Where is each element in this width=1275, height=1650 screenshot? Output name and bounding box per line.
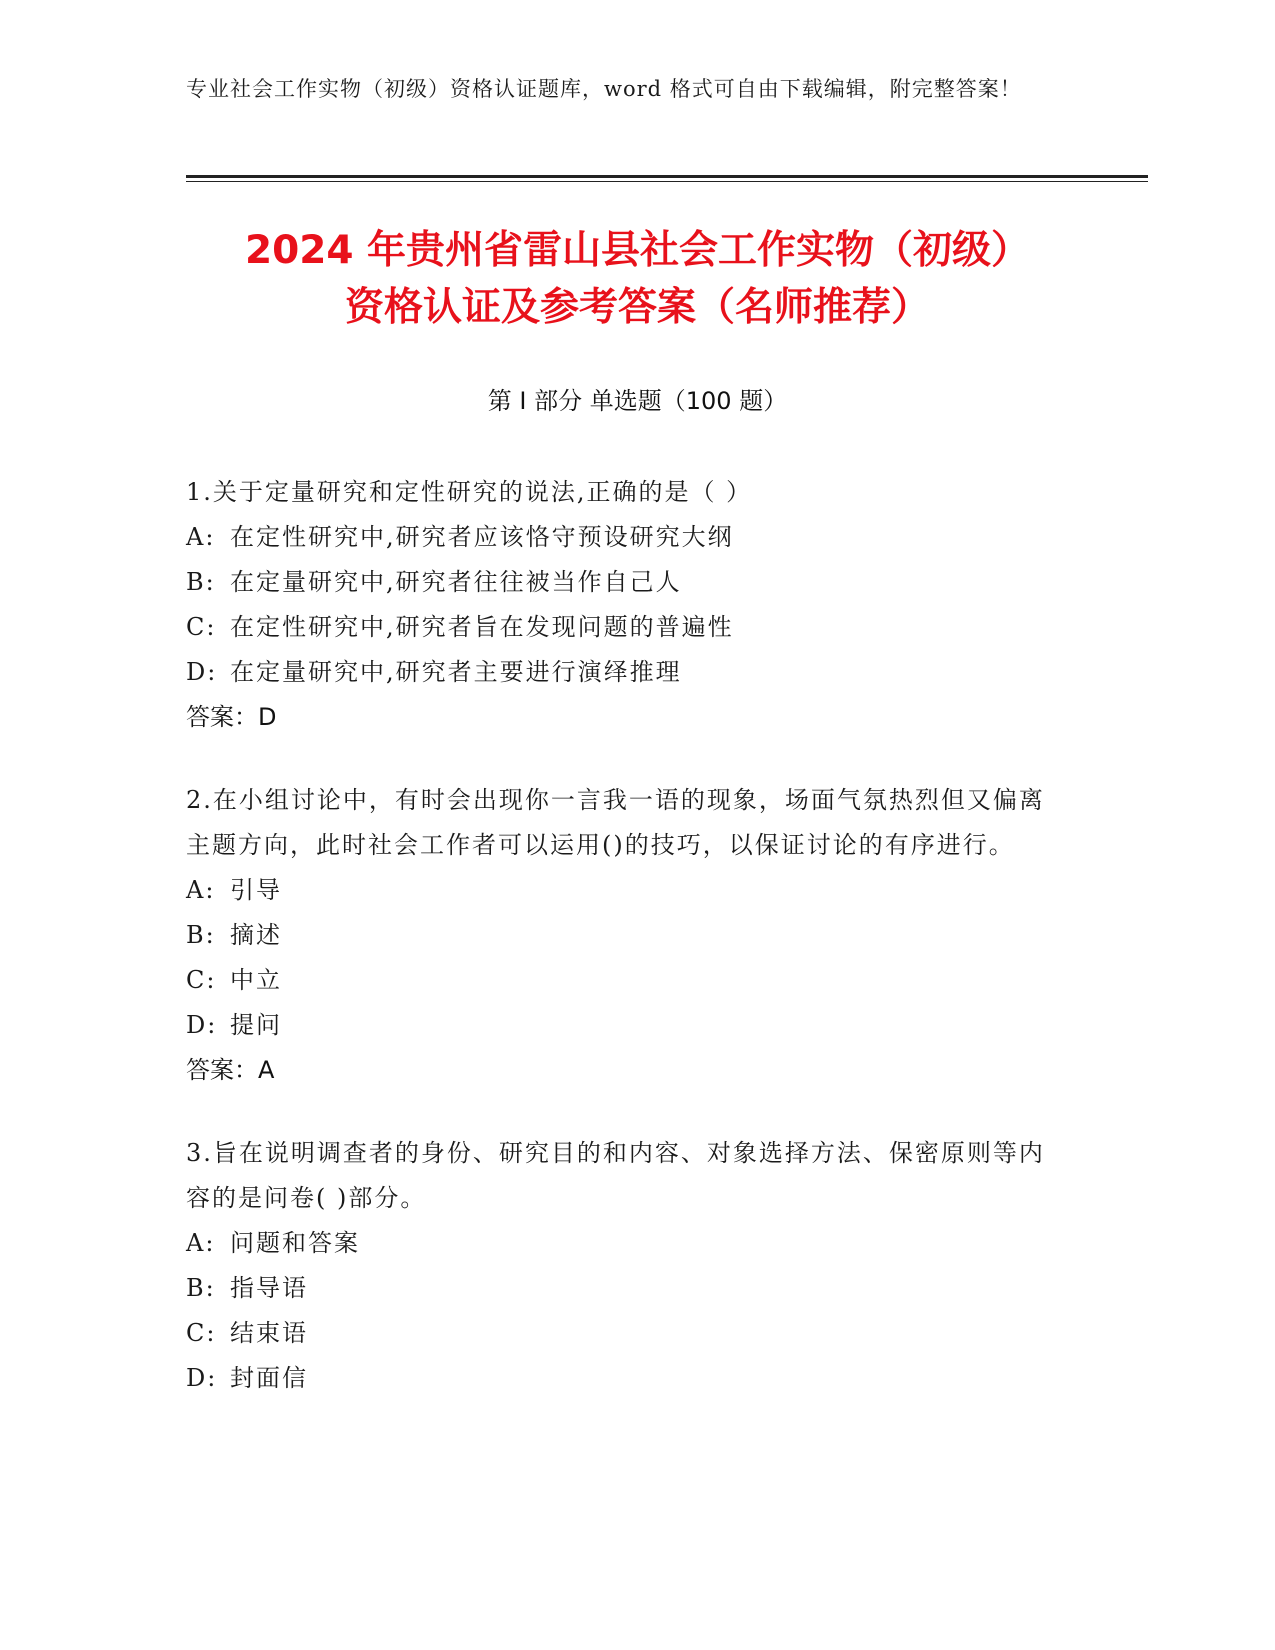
question-list bbox=[186, 470, 1066, 1439]
option-text: 在定量研究中,研究者主要进行演绎推理 bbox=[230, 658, 682, 686]
option-letter: A: bbox=[186, 523, 216, 551]
option-text: 摘述 bbox=[230, 921, 282, 949]
question-stem: 3.旨在说明调查者的身份、研究目的和内容、对象选择方法、保密原则等内容的是问卷( )部分。 bbox=[186, 1139, 1045, 1212]
question-stem: 2.在小组讨论中，有时会出现你一言我一语的现象，场面气氛热烈但又偏离主题方向，此时社会工作者可以运用()的技巧，以保证讨论的有序进行。 bbox=[186, 786, 1045, 859]
header-rule-thick bbox=[186, 175, 1148, 178]
option-letter: B: bbox=[186, 1274, 216, 1302]
option-b bbox=[186, 560, 1066, 605]
option-text: 结束语 bbox=[230, 1319, 308, 1347]
section-title: 第 I 部分 单选题（100 题） bbox=[487, 387, 788, 415]
question-stem: 1.关于定量研究和定性研究的说法,正确的是（ ） bbox=[186, 478, 753, 506]
option-b bbox=[186, 913, 1066, 958]
option-letter: A: bbox=[186, 1229, 216, 1257]
document-title-line-2: 资格认证及参考答案（名师推荐） bbox=[344, 285, 930, 330]
question-2 bbox=[186, 778, 1066, 1093]
option-b bbox=[186, 1266, 1066, 1311]
option-d bbox=[186, 1356, 1066, 1401]
option-letter: D: bbox=[186, 1011, 218, 1039]
option-letter: B: bbox=[186, 568, 216, 596]
question-1 bbox=[186, 470, 1066, 740]
option-text: 引导 bbox=[230, 876, 282, 904]
header-note: 专业社会工作实物（初级）资格认证题库，word 格式可自由下载编辑，附完整答案！ bbox=[186, 77, 1022, 101]
option-text: 中立 bbox=[230, 966, 282, 994]
option-d bbox=[186, 650, 1066, 695]
option-a bbox=[186, 1221, 1066, 1266]
option-c bbox=[186, 605, 1066, 650]
question-3 bbox=[186, 1131, 1066, 1401]
option-c bbox=[186, 1311, 1066, 1356]
option-letter: D: bbox=[186, 658, 218, 686]
option-text: 指导语 bbox=[230, 1274, 308, 1302]
answer-key: 答案：D bbox=[186, 703, 277, 731]
option-text: 在定性研究中,研究者应该恪守预设研究大纲 bbox=[230, 523, 734, 551]
document-title bbox=[150, 222, 1125, 336]
option-letter: A: bbox=[186, 876, 216, 904]
option-letter: C: bbox=[186, 966, 217, 994]
option-a bbox=[186, 515, 1066, 560]
option-a bbox=[186, 868, 1066, 913]
option-c bbox=[186, 958, 1066, 1003]
option-text: 在定性研究中,研究者旨在发现问题的普遍性 bbox=[230, 613, 734, 641]
option-letter: C: bbox=[186, 613, 217, 641]
option-letter: B: bbox=[186, 921, 216, 949]
answer-key: 答案：A bbox=[186, 1056, 275, 1084]
option-text: 问题和答案 bbox=[230, 1229, 360, 1257]
option-letter: C: bbox=[186, 1319, 217, 1347]
document-title-line-1: 2024 年贵州省雷山县社会工作实物（初级） bbox=[244, 228, 1031, 273]
header-rule-thin bbox=[186, 181, 1148, 182]
option-letter: D: bbox=[186, 1364, 218, 1392]
option-text: 提问 bbox=[230, 1011, 282, 1039]
option-text: 封面信 bbox=[230, 1364, 308, 1392]
option-text: 在定量研究中,研究者往往被当作自己人 bbox=[230, 568, 682, 596]
option-d bbox=[186, 1003, 1066, 1048]
